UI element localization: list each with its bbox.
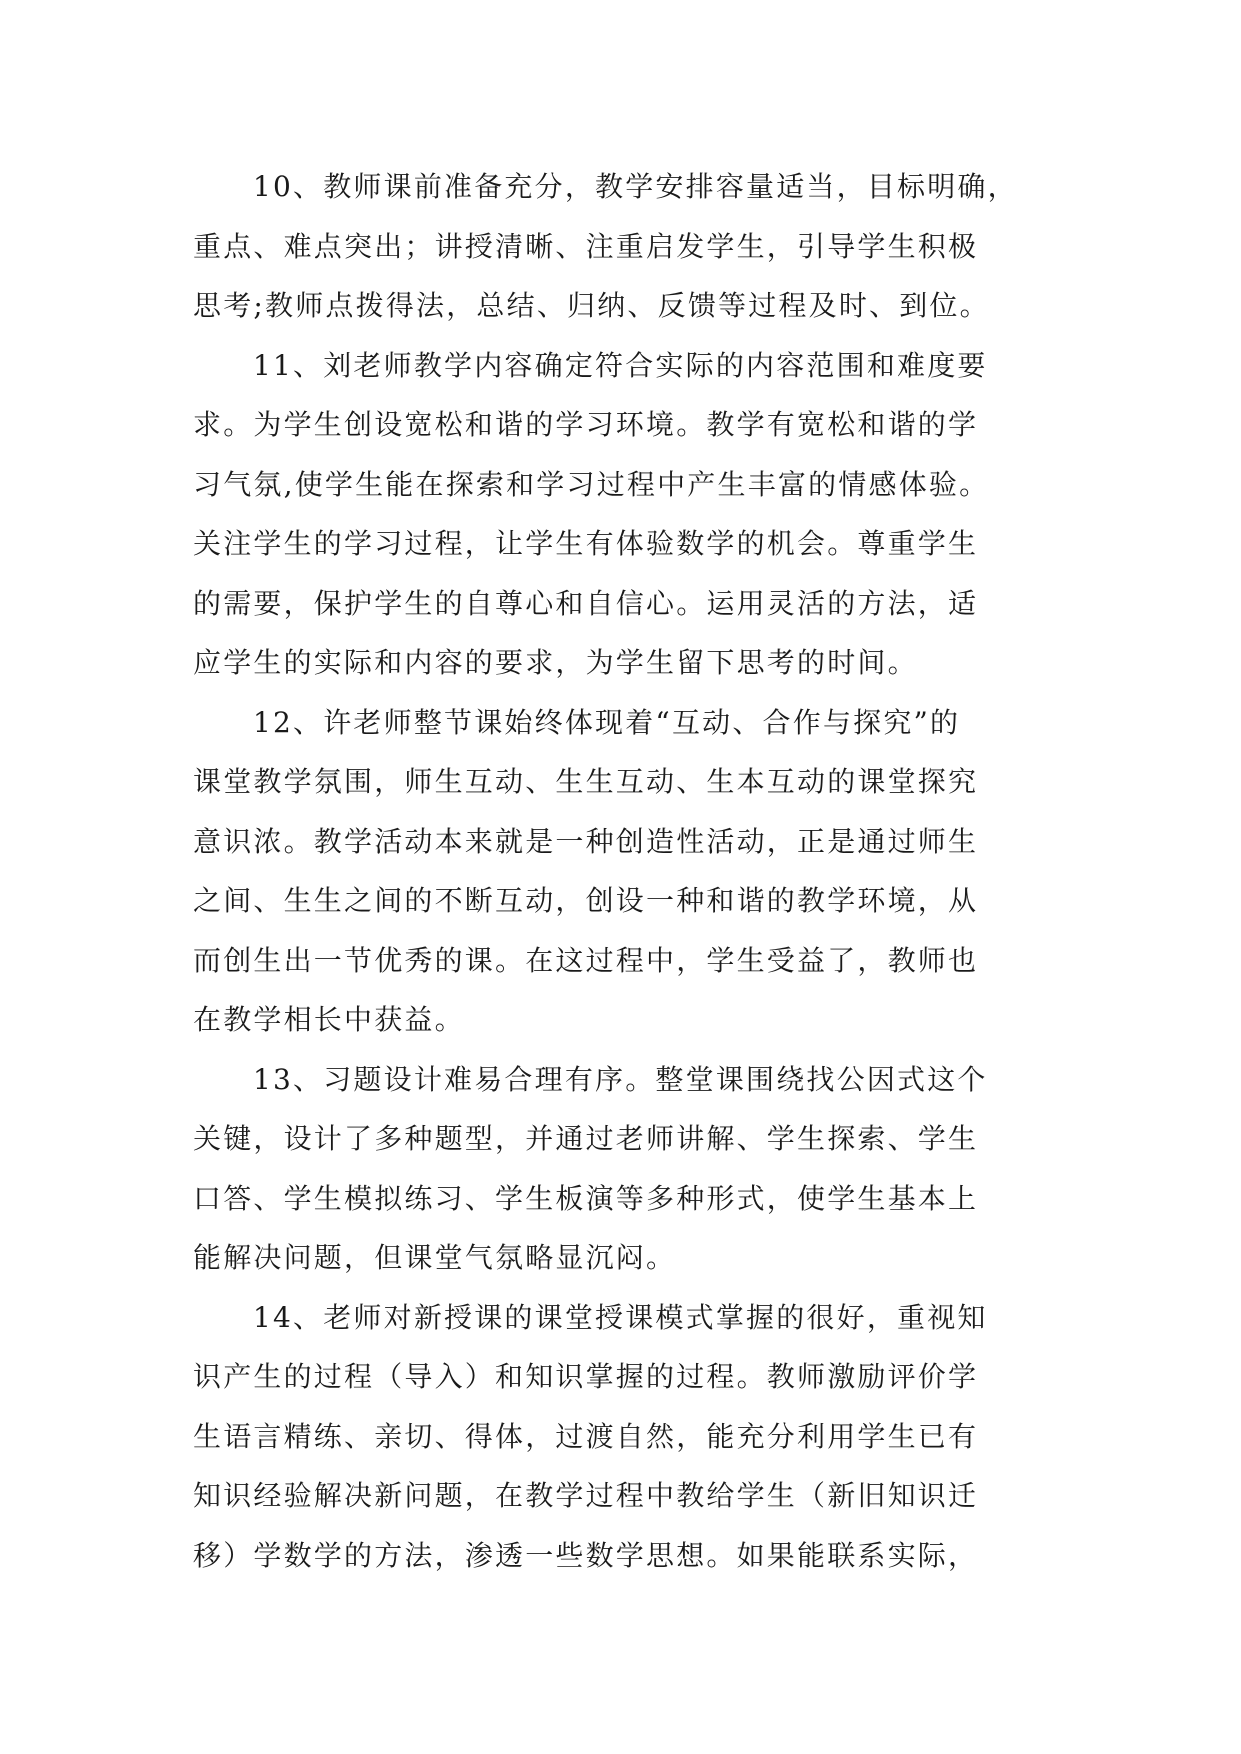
text-line: 10、教师课前准备充分，教学安排容量适当，目标明确， — [253, 170, 1018, 203]
text-line: 识产生的过程（导入）和知识掌握的过程。教师激励评价学 — [193, 1360, 979, 1393]
paragraph-11 — [193, 336, 1051, 693]
text-line: 而创生出一节优秀的课。在这过程中，学生受益了，教师也 — [193, 943, 979, 977]
paragraph-13 — [193, 1050, 1051, 1288]
paragraph-12 — [193, 693, 1051, 1050]
text-line: 在教学相长中获益。 — [193, 1003, 465, 1036]
text-line: 的需要，保护学生的自尊心和自信心。运用灵活的方法，适 — [193, 586, 979, 620]
text-line: 之间、生生之间的不断互动，创设一种和谐的教学环境，从 — [193, 884, 979, 917]
text-line: 课堂教学氛围，师生互动、生生互动、生本互动的课堂探究 — [193, 765, 979, 798]
text-line: 生语言精练、亲切、得体，过渡自然，能充分利用学生已有 — [193, 1419, 979, 1453]
text-line: 应学生的实际和内容的要求，为学生留下思考的时间。 — [193, 646, 918, 679]
text-line: 11、刘老师教学内容确定符合实际的内容范围和难度要 — [253, 348, 988, 382]
text-line: 14、老师对新授课的课堂授课模式掌握的很好，重视知 — [253, 1300, 988, 1334]
paragraph-10 — [193, 157, 1051, 336]
text-line: 重点、难点突出；讲授清晰、注重启发学生，引导学生积极 — [193, 229, 979, 263]
text-line: 知识经验解决新问题，在教学过程中教给学生（新旧知识迁 — [193, 1479, 979, 1512]
text-line: 意识浓。教学活动本来就是一种创造性活动，正是通过师生 — [193, 824, 979, 858]
text-line: 12、许老师整节课始终体现着“互动、合作与探究”的 — [253, 705, 961, 739]
text-line: 能解决问题，但课堂气氛略显沉闷。 — [193, 1241, 677, 1274]
text-line: 求。为学生创设宽松和谐的学习环境。教学有宽松和谐的学 — [193, 408, 979, 441]
text-line: 关键，设计了多种题型，并通过老师讲解、学生探索、学生 — [193, 1122, 979, 1155]
text-line: 移）学数学的方法，渗透一些数学思想。如果能联系实际， — [193, 1538, 979, 1572]
document-body — [193, 157, 1051, 1585]
text-line: 关注学生的学习过程，让学生有体验数学的机会。尊重学生 — [193, 527, 979, 560]
text-line: 口答、学生模拟练习、学生板演等多种形式，使学生基本上 — [193, 1181, 979, 1215]
text-line: 思考;教师点拨得法，总结、归纳、反馈等过程及时、到位。 — [193, 289, 990, 322]
text-line: 习气氛,使学生能在探索和学习过程中产生丰富的情感体验。 — [193, 467, 990, 501]
paragraph-14 — [193, 1288, 1051, 1586]
text-line: 13、习题设计难易合理有序。整堂课围绕找公因式这个 — [253, 1062, 988, 1096]
